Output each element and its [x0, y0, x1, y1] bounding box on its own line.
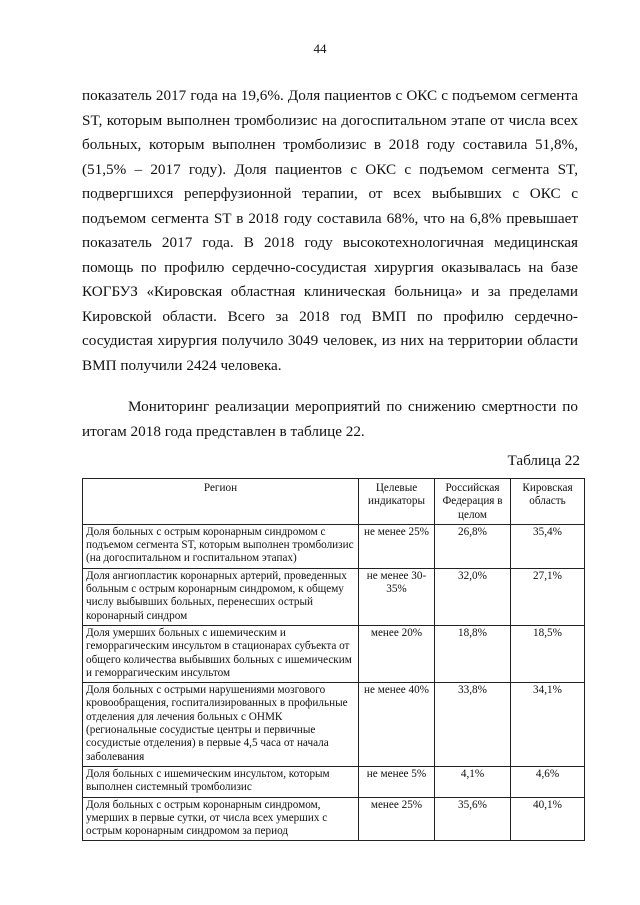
text-line: больных, которым выполнен тромболизис в 2018 году составила 51,8%,: [82, 136, 578, 153]
text-line: сосудистая хирургия получило 3049 человек, из них на территории области: [82, 332, 578, 349]
text-line: показатель 2017 года на 19,6%. Доля пациентов с ОКС с подъемом сегмента: [82, 87, 578, 104]
table-caption: Таблица 22: [507, 452, 580, 469]
cell-region: Доля умерших больных с ишемическим и геморрагическим инсультом в стационарах субъекта от общего количества выбывших больных с ишемическим и геморрагическим инсультом: [83, 625, 359, 682]
paragraph-cardiology-summary: [82, 84, 578, 378]
table-row: [83, 683, 585, 767]
cell-target: не менее 25%: [359, 524, 435, 568]
cell-russia: 18,8%: [435, 625, 511, 682]
paragraph-monitoring-intro: [82, 395, 578, 444]
cell-russia: 4,1%: [435, 766, 511, 797]
header-region: Регион: [83, 479, 359, 525]
cell-target: не менее 5%: [359, 766, 435, 797]
cell-kirov: 40,1%: [511, 797, 585, 841]
cell-region: Доля больных с острым коронарным синдромом с подъемом сегмента ST, которым выполнен тромболизис (на догоспитальном и госпитальном этапах): [83, 524, 359, 568]
text-line: ST, которым выполнен тромболизис на догоспитальном этапе от числа всех: [82, 111, 578, 129]
table-row: [83, 766, 585, 797]
header-kirov: Кировская область: [511, 479, 585, 525]
text-line: помощь по профилю сердечно-сосудистая хирургия оказывалась на базе: [82, 258, 578, 276]
table-header-row: [83, 479, 585, 525]
text-line: подвергшихся реперфузионной терапии, от всех выбывших с ОКС с: [82, 185, 578, 202]
table-row: [83, 568, 585, 625]
cell-kirov: 34,1%: [511, 683, 585, 767]
table-row: [83, 797, 585, 841]
cell-russia: 33,8%: [435, 683, 511, 767]
cell-russia: 35,6%: [435, 797, 511, 841]
text-line: показатель 2017 года. В 2018 году высокотехнологичная медицинская: [82, 234, 578, 251]
cell-target: менее 20%: [359, 625, 435, 682]
text-line: итогам 2018 года представлен в таблице 22.: [82, 422, 365, 440]
cell-target: не менее 30-35%: [359, 568, 435, 625]
cell-region: Доля больных с острым коронарным синдромом, умерших в первые сутки, от числа всех умерших с острым коронарным синдромом за период: [83, 797, 359, 841]
cell-target: менее 25%: [359, 797, 435, 841]
cell-region: Доля больных с ишемическим инсультом, которым выполнен системный тромболизис: [83, 766, 359, 797]
cell-region: Доля ангиопластик коронарных артерий, проведенных больным с острым коронарным синдромом, к общему числу выбывших больных, перенесших острый коронарный синдром: [83, 568, 359, 625]
cell-kirov: 27,1%: [511, 568, 585, 625]
page-number: 44: [313, 41, 327, 56]
text-line: Кировской области. Всего за 2018 год ВМП по профилю сердечно-: [82, 307, 578, 325]
cell-region: Доля больных с острыми нарушениями мозгового кровообращения, госпитализированных в профильные отделения для лечения больных с ОНМК (региональные сосудистые центры и первичные сосудистые отделения) в первые 4,5 часа от начала заболевания: [83, 683, 359, 767]
header-russia: Российская Федерация в целом: [435, 479, 511, 525]
cell-russia: 32,0%: [435, 568, 511, 625]
cell-kirov: 4,6%: [511, 766, 585, 797]
mortality-monitoring-table: [82, 478, 585, 841]
table-row: [83, 524, 585, 568]
cell-kirov: 18,5%: [511, 625, 585, 682]
text-line: ВМП получили 2424 человека.: [82, 356, 282, 374]
text-line: КОГБУЗ «Кировская областная клиническая больница» и за пределами: [82, 283, 578, 300]
text-line: подъемом сегмента ST в 2018 году составила 68%, что на 6,8% превышает: [82, 209, 578, 227]
text-line: Мониторинг реализации мероприятий по снижению смертности по: [128, 398, 578, 415]
cell-kirov: 35,4%: [511, 524, 585, 568]
cell-target: не менее 40%: [359, 683, 435, 767]
cell-russia: 26,8%: [435, 524, 511, 568]
table-row: [83, 625, 585, 682]
header-target: Целевые индикаторы: [359, 479, 435, 525]
text-line: (51,5% – 2017 году). Доля пациентов с ОКС с подъемом сегмента ST,: [82, 160, 578, 178]
